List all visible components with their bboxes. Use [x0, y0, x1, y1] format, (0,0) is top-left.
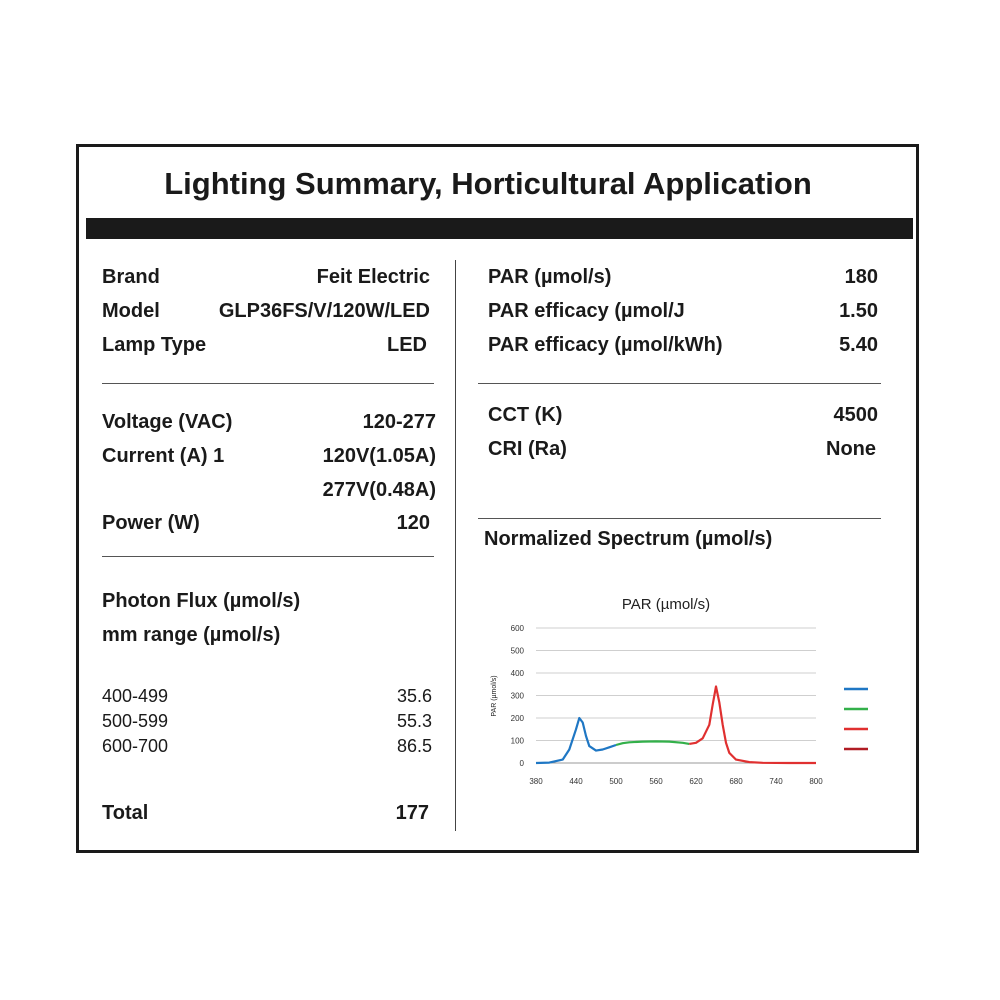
right-divider-2 [478, 518, 881, 519]
voltage-label: Voltage (VAC) [102, 411, 233, 433]
y-axis-label: PAR (µmol/s) [491, 675, 498, 717]
left-divider-2 [102, 556, 434, 557]
model-label: Model [102, 300, 160, 322]
power-label: Power (W) [102, 512, 200, 534]
series-line [616, 741, 689, 745]
column-divider [455, 260, 456, 831]
brand-value: Feit Electric [316, 266, 430, 288]
par-efficacy-j-value: 1.50 [839, 300, 878, 322]
x-tick-label: 800 [809, 777, 823, 786]
chart-title: PAR (µmol/s) [621, 596, 711, 613]
cct-value: 4500 [833, 404, 878, 426]
photon-flux-title: Photon Flux (µmol/s) [102, 590, 301, 612]
par-value: 180 [844, 266, 878, 288]
spectrum-chart [478, 588, 878, 803]
lamp-type-value: LED [387, 334, 427, 356]
y-tick-label: 300 [510, 691, 524, 701]
y-tick-label: 0 [519, 759, 524, 768]
x-tick-label: 560 [649, 777, 663, 786]
y-tick-label: 200 [510, 714, 524, 723]
range-label: 500-599 [102, 711, 169, 731]
range-label: 600-700 [102, 736, 169, 756]
current-value-277v: 277V(0.48A) [322, 479, 436, 501]
current-value-120v: 120V(1.05A) [322, 445, 436, 467]
y-tick-label: 400 [510, 669, 524, 678]
current-label: Current (A) 1 [102, 445, 225, 467]
x-tick-label: 380 [529, 777, 543, 786]
mm-range-title: mm range (µmol/s) [102, 624, 281, 646]
title-bar [86, 218, 913, 239]
x-tick-label: 680 [729, 777, 743, 786]
par-efficacy-j-label: PAR efficacy (µmol/J [488, 300, 685, 322]
model-value: GLP36FS/V/120W/LED [218, 300, 430, 322]
par-efficacy-kwh-value: 5.40 [839, 334, 878, 356]
series-line [689, 687, 816, 764]
page-title: Lighting Summary, Horticultural Application [164, 166, 812, 201]
left-divider-1 [102, 383, 434, 384]
y-tick-label: 100 [510, 736, 524, 746]
brand-label: Brand [102, 266, 160, 288]
range-value: 86.5 [396, 736, 432, 756]
cri-label: CRI (Ra) [488, 438, 567, 460]
x-tick-label: 620 [689, 777, 703, 786]
x-tick-label: 440 [569, 777, 583, 786]
range-label: 400-499 [102, 686, 169, 706]
y-tick-label: 500 [510, 646, 524, 656]
cct-label: CCT (K) [488, 404, 563, 426]
par-label: PAR (µmol/s) [488, 266, 612, 288]
lamp-type-label: Lamp Type [102, 334, 207, 356]
y-tick-label: 600 [510, 624, 524, 633]
total-value: 177 [395, 802, 429, 824]
range-value: 35.6 [396, 686, 432, 706]
x-tick-label: 740 [769, 777, 783, 786]
right-divider-1 [478, 383, 881, 384]
power-value: 120 [396, 512, 430, 534]
cri-value: None [826, 438, 876, 460]
par-efficacy-kwh-label: PAR efficacy (µmol/kWh) [488, 334, 723, 356]
total-label: Total [102, 802, 149, 824]
range-value: 55.3 [396, 711, 432, 731]
spectrum-title: Normalized Spectrum (µmol/s) [484, 528, 773, 550]
voltage-value: 120-277 [362, 411, 436, 433]
x-tick-label: 500 [609, 777, 623, 786]
